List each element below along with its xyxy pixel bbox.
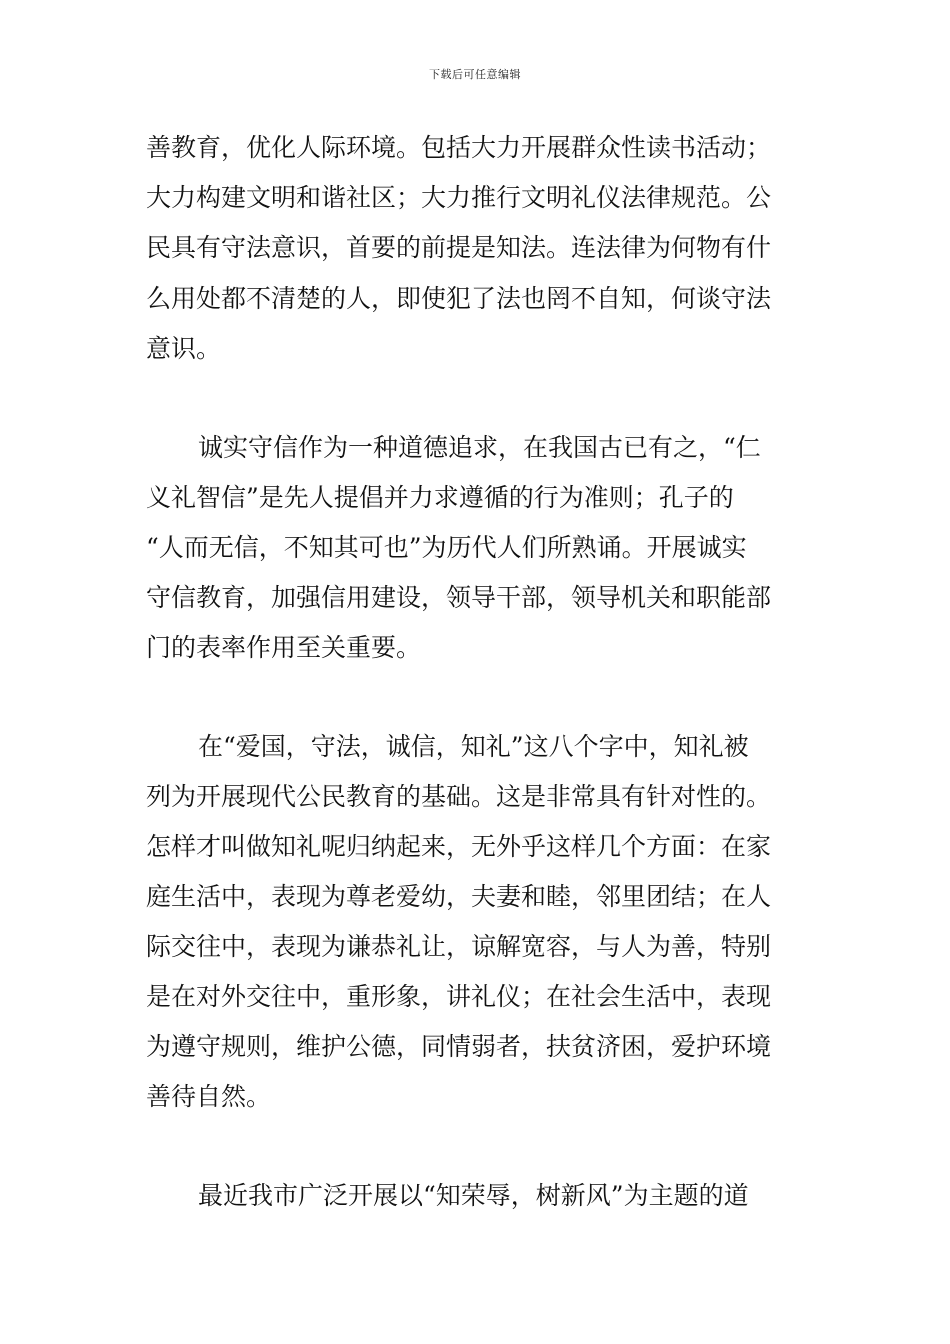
paragraph-2-line-5: 门的表率作用至关重要。 <box>146 633 422 662</box>
paragraph-1-line-2: 大力构建文明和谐社区；大力推行文明礼仪法律规范。公 <box>146 183 772 212</box>
paragraph-2-line-1: 诚实守信作为一种道德追求，在我国古已有之，“仁 <box>198 433 761 462</box>
paragraph-1-line-3: 民具有守法意识，首要的前提是知法。连法律为何物有什 <box>146 233 772 262</box>
paragraph-2-line-3: “人而无信，不知其可也”为历代人们所熟诵。开展诚实 <box>146 533 747 562</box>
paragraph-3-line-3: 怎样才叫做知礼呢归纳起来，无外乎这样几个方面：在家 <box>146 832 772 861</box>
paragraph-1-line-1: 善教育，优化人际环境。包括大力开展群众性读书活动； <box>146 133 772 162</box>
paragraph-3-line-8: 善待自然。 <box>146 1082 272 1111</box>
paragraph-1-line-5: 意识。 <box>146 334 222 363</box>
paragraph-3-line-2: 列为开展现代公民教育的基础。这是非常具有针对性的。 <box>146 782 772 811</box>
paragraph-3-line-7: 为遵守规则，维护公德，同情弱者，扶贫济困，爱护环境 <box>146 1032 772 1061</box>
paragraph-3-line-5: 际交往中，表现为谦恭礼让，谅解宽容，与人为善，特别 <box>146 932 772 961</box>
paragraph-2-line-2: 义礼智信”是先人提倡并力求遵循的行为准则；孔子的 <box>146 483 734 512</box>
paragraph-4-line-1: 最近我市广泛开展以“知荣辱，树新风”为主题的道 <box>198 1181 749 1210</box>
paragraph-2-line-4: 守信教育，加强信用建设，领导干部，领导机关和职能部 <box>146 583 772 612</box>
page-header: 下载后可任意编辑 <box>429 68 521 81</box>
paragraph-1-line-4: 么用处都不清楚的人，即使犯了法也罔不自知，何谈守法 <box>146 284 772 313</box>
paragraph-3-line-6: 是在对外交往中，重形象，讲礼仪；在社会生活中，表现 <box>146 982 772 1011</box>
paragraph-3-line-1: 在“爱国，守法，诚信，知礼”这八个字中，知礼被 <box>198 732 749 761</box>
paragraph-3-line-4: 庭生活中，表现为尊老爱幼，夫妻和睦，邻里团结；在人 <box>146 882 772 911</box>
